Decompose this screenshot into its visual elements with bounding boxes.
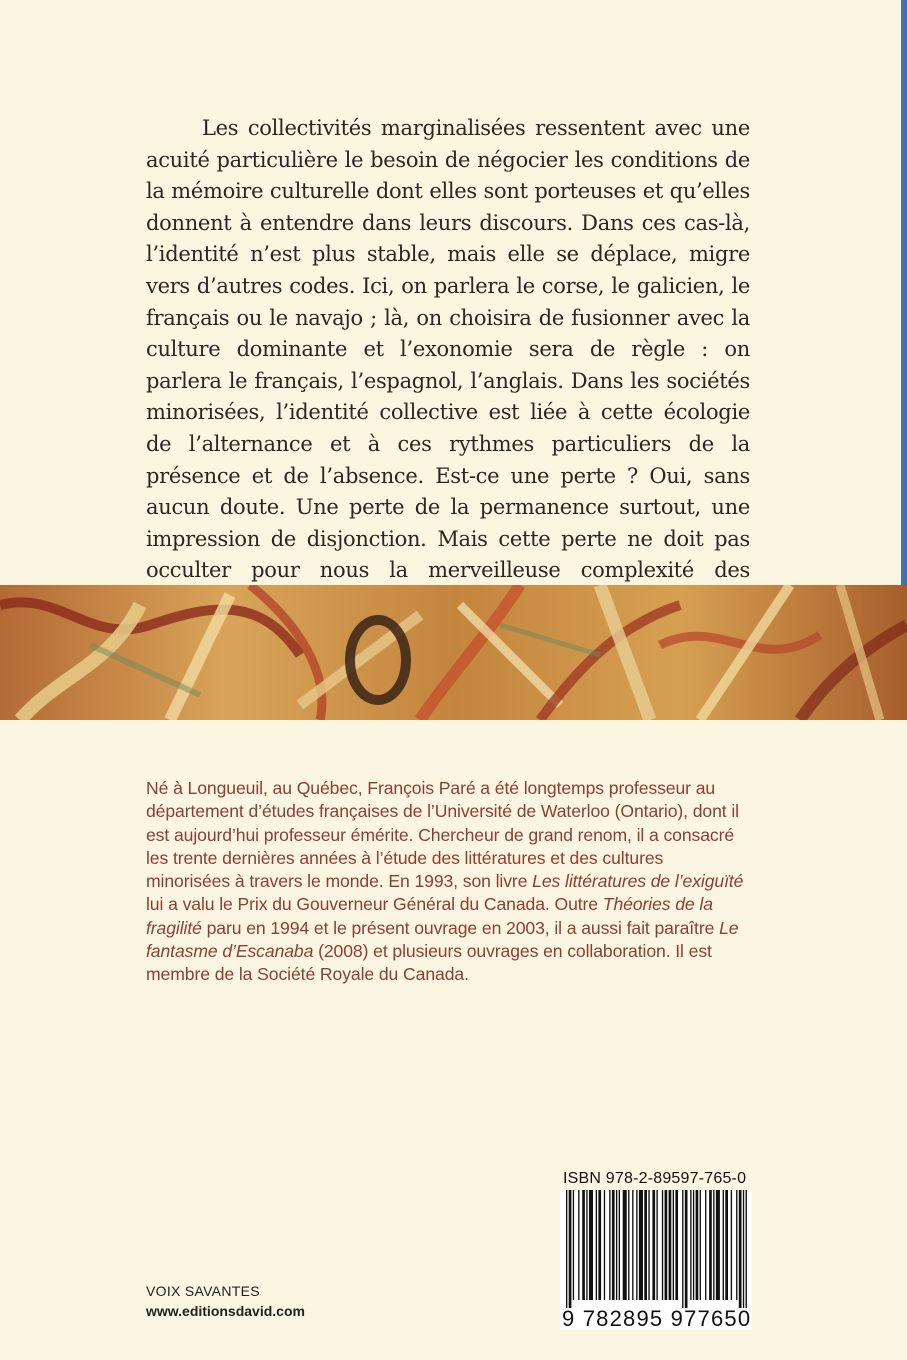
barcode-bars	[560, 1190, 752, 1308]
barcode-bar	[639, 1190, 643, 1300]
barcode-bar	[628, 1190, 629, 1300]
bio-part-2: lui a valu le Prix du Gouverneur Général du Canada. Outre	[146, 894, 603, 915]
barcode-bar	[573, 1190, 574, 1300]
barcode-bar	[612, 1190, 615, 1300]
barcode-bar	[669, 1190, 672, 1300]
barcode-bar	[700, 1190, 701, 1300]
isbn-label: ISBN 978-2-89597-765-0	[563, 1170, 747, 1187]
barcode-bar	[566, 1190, 567, 1308]
painting-strip	[0, 585, 907, 720]
barcode-bar	[586, 1190, 587, 1300]
barcode-bar	[743, 1190, 744, 1308]
bio-part-3: paru en 1994 et le présent ouvrage en 2003, il a aussi fait paraître	[201, 917, 720, 938]
barcode-bar	[656, 1190, 657, 1300]
barcode-bar	[736, 1190, 737, 1300]
barcode-bar	[632, 1190, 633, 1300]
barcode-bar	[648, 1190, 649, 1300]
barcode-bar	[569, 1190, 572, 1308]
publisher-website: www.editionsdavid.com	[146, 1303, 305, 1319]
barcode-bar	[616, 1190, 617, 1300]
barcode-bar	[690, 1190, 691, 1300]
barcode-bar	[609, 1190, 610, 1300]
barcode-bar	[604, 1190, 605, 1300]
barcode-bar	[746, 1190, 747, 1308]
barcode-bar	[578, 1190, 579, 1300]
bio-title-2: Théories de la fragilité	[146, 894, 713, 938]
bio-title-3: Le fantasme d’Escanaba	[146, 917, 739, 962]
barcode-bar	[705, 1190, 706, 1300]
barcode-bar	[731, 1190, 732, 1300]
barcode-bar	[623, 1190, 627, 1300]
barcode-bar	[589, 1190, 593, 1300]
barcode-bar	[696, 1190, 699, 1300]
barcode-bar	[665, 1190, 668, 1300]
bio-title-1: Les littératures de l’exiguïté	[532, 871, 744, 892]
spine-edge	[901, 0, 907, 585]
barcode-bar	[636, 1190, 637, 1300]
barcode-bar	[673, 1190, 674, 1300]
barcode-bar	[685, 1190, 688, 1308]
bio-part-1: Né à Longueuil, au Québec, François Paré a été longtemps professeur au département d’études françaises de l’Université de Waterloo (Ontario), dont il est aujourd’hui professeur émérite. Chercheur de grand renom, il a consacré les trente dernières années à l’étude des littératures et des cultures minorisées à travers le monde. En 1993, son livre	[146, 778, 739, 892]
barcode-bar	[662, 1190, 663, 1300]
barcode-bar	[725, 1190, 728, 1300]
barcode-bar	[598, 1190, 601, 1300]
barcode-bar	[723, 1190, 724, 1300]
abstract-painting-image	[0, 585, 907, 720]
barcode-bar	[652, 1190, 655, 1300]
barcode-bar	[682, 1190, 683, 1308]
barcode-bar	[693, 1190, 694, 1300]
barcode-bar	[619, 1190, 620, 1300]
barcode-bar	[644, 1190, 647, 1300]
quote-text: Les collectivités marginalisées ressentent avec une acuité particulière le besoin de négocier les conditions de la mémoire culturelle dont elles sont porteuses et qu’elles donnent à entendre dans leurs discours. Dans ces cas-là, l’identité n’est plus stable, mais elle se déplace, migre vers d’autres codes. Ici, on parlera le corse, le galicien, le français ou le navajo ; là, on choisira de fusionner avec la culture dominante et l’exonomie sera de règle : on parlera le français, l’espagnol, l’anglais. Dans les sociétés minorisées, l’identité collective est liée à cette écologie de l’alternance et à ces rythmes particuliers de la présence et de l’absence. Est-ce une perte ? Oui, sans aucun doute. Une perte de la permanence surtout, une impression de disjonction. Mais cette perte ne doit pas occulter pour nous la merveilleuse complexité des	[146, 116, 750, 583]
barcode-bar	[713, 1190, 714, 1300]
barcode-bar	[716, 1190, 720, 1300]
bio-part-4: (2008) et plusieurs ouvrages en collaboration. Il est membre de la Société Royale du Canada.	[146, 941, 712, 985]
collection-name: VOIX SAVANTES	[146, 1283, 260, 1299]
author-bio	[146, 777, 752, 987]
barcode-bar	[739, 1190, 742, 1308]
barcode-bar	[675, 1190, 678, 1300]
barcode-bar	[582, 1190, 585, 1300]
barcode-bar	[596, 1190, 597, 1300]
barcode-digits: 9 782895 977650	[562, 1306, 752, 1331]
barcode-bar	[709, 1190, 712, 1300]
